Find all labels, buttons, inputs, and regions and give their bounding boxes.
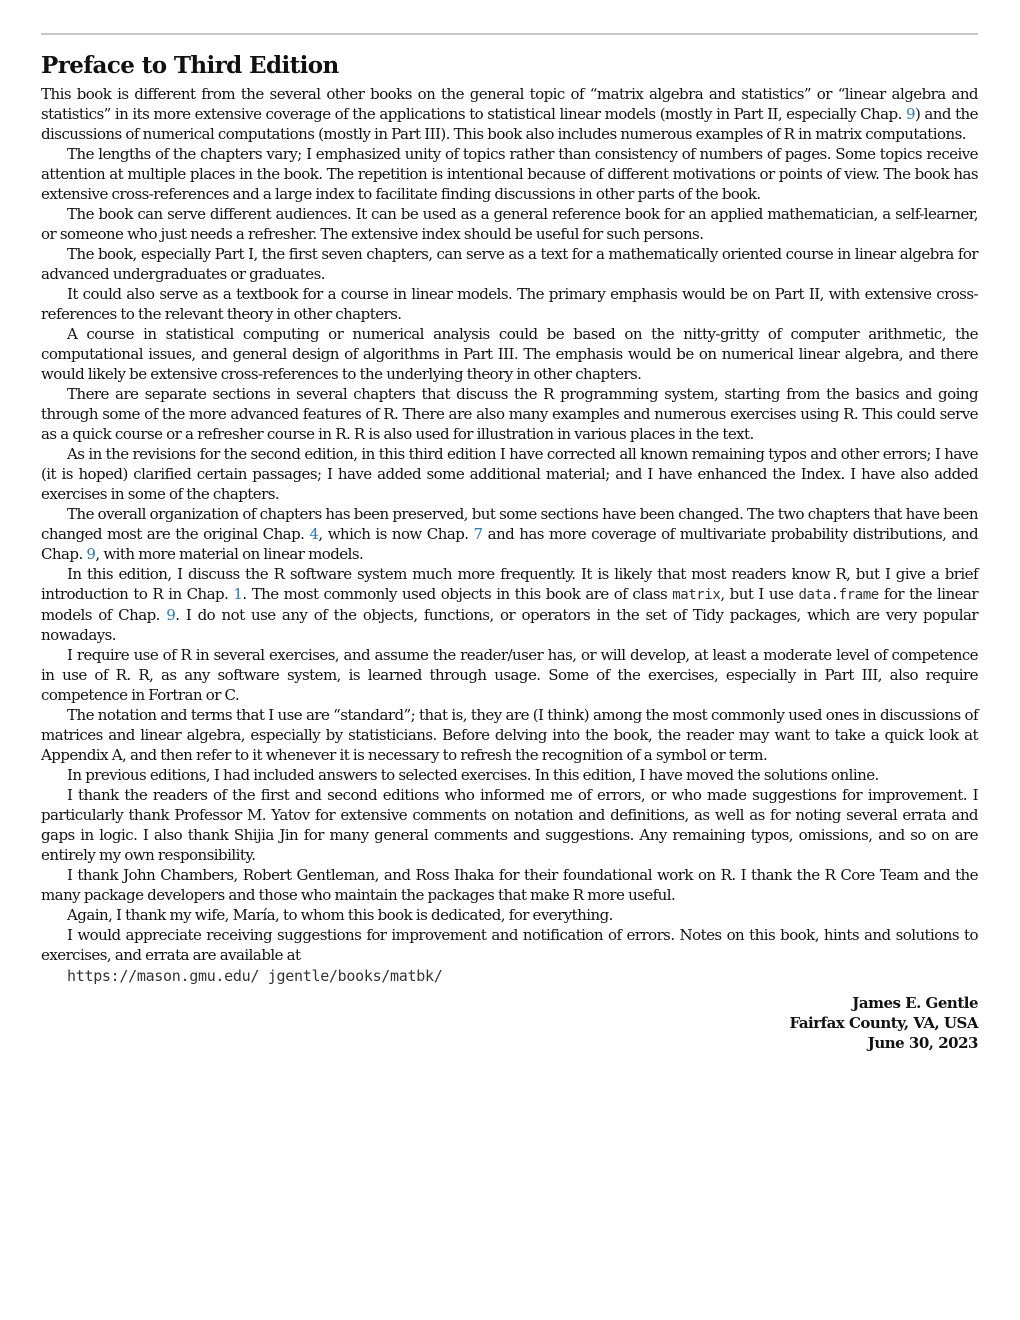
top-rule xyxy=(41,33,978,35)
chapter-link[interactable]: 9 xyxy=(166,606,176,624)
signature-block xyxy=(41,993,978,1053)
author-name: James E. Gentle xyxy=(852,994,978,1012)
chapter-link[interactable]: 7 xyxy=(473,525,483,543)
paragraph-17: I would appreciate receiving suggestions for improvement and notification of errors. Notes on this book, hints and solutions to exercises, and errata are available at xyxy=(41,926,978,964)
paragraph-11: I require use of R in several exercises, and assume the reader/user has, or will develop, at least a moderate level of competence in use of R. R, as any software system, is learned through usage. Some of the exercises, especially in Part III, also require competence in Fortran or C. xyxy=(41,646,978,704)
paragraph-3: The book can serve different audiences. It can be used as a general reference book for an applied mathematician, a self-learner, or someone who just needs a refresher. The extensive index should be useful for such persons. xyxy=(41,205,978,243)
paragraph-5: It could also serve as a textbook for a course in linear models. The primary emphasis would be on Part II, with extensive cross-references to the relevant theory in other chapters. xyxy=(41,285,978,323)
chapter-link[interactable]: 9 xyxy=(86,545,96,563)
url-link[interactable]: https://mason.gmu.edu/ jgentle/books/matbk/ xyxy=(67,967,443,985)
paragraph-14: I thank the readers of the first and second editions who informed me of errors, or who made suggestions for improvement. I particularly thank Professor M. Yatov for extensive comments on notation and definitions, as well as for noting several errata and gaps in logic. I also thank Shijia Jin for many general comments and suggestions. Any remaining typos, omissions, and so on are entirely my own responsibility. xyxy=(41,786,978,864)
chapter-link[interactable]: 4 xyxy=(309,525,319,543)
paragraph-7: There are separate sections in several chapters that discuss the R programming system, starting from the basics and going through some of the more advanced features of R. There are also many examples and numerous exercises using R. This could serve as a quick course or a refresher course in R. R is also used for illustration in various places in the text. xyxy=(41,385,978,443)
paragraph-8: As in the revisions for the second edition, in this third edition I have corrected all known remaining typos and other errors; I have (it is hoped) clarified certain passages; I have added some additional material; and I have enhanced the Index. I have also added exercises in some of the chapters. xyxy=(41,445,978,503)
code-data-frame: data.frame xyxy=(798,587,879,603)
paragraph-2: The lengths of the chapters vary; I emphasized unity of topics rather than consistency of numbers of pages. Some topics receive attention at multiple places in the book. The repetition is intentional because of different motivations or points of view. The book has extensive cross-references and a large index to facilitate finding discussions in other parts of the book. xyxy=(41,145,978,203)
paragraph-12: The notation and terms that I use are “standard”; that is, they are (I think) among the most commonly used ones in discussions of matrices and linear algebra, especially by statisticians. Before delving into the book, the reader may want to take a quick look at Appendix A, and then refer to it whenever it is necessary to refresh the recognition of a symbol or term. xyxy=(41,706,978,764)
chapter-link[interactable]: 9 xyxy=(905,105,915,123)
paragraph-1: This book is different from the several other books on the general topic of “matrix algebra and statistics” or “linear algebra and statistics” in its more extensive coverage of the applications to statistical linear models (mostly in Part II, especially Chap. 9) and the discussions of numerical computations (mostly in Part III). This book also includes numerous examples of R in matrix computations. xyxy=(41,85,978,143)
paragraph-10: In this edition, I discuss the R software system much more frequently. It is likely that most readers know R, but I give a brief introduction to R in Chap. 1. The most commonly used objects in this book are of class matrix, but I use data.frame for the linear models of Chap. 9. I do not use any of the objects, functions, or operators in the set of Tidy packages, which are very popular nowadays. xyxy=(41,565,978,644)
paragraph-13: In previous editions, I had included answers to selected exercises. In this edition, I have moved the solutions online. xyxy=(67,766,879,784)
paragraph-4: The book, especially Part I, the first seven chapters, can serve as a text for a mathematically oriented course in linear algebra for advanced undergraduates or graduates. xyxy=(41,245,978,283)
paragraph-9: The overall organization of chapters has been preserved, but some sections have been changed. The two chapters that have been changed most are the original Chap. 4, which is now Chap. 7 and has more coverage of multivariate probability distributions, and Chap. 9, with more material on linear models. xyxy=(41,505,979,563)
paragraph-15: I thank John Chambers, Robert Gentleman, and Ross Ihaka for their foundational work on R. I thank the R Core Team and the many package developers and those who maintain the packages that make R more useful. xyxy=(41,866,978,904)
signature-date: June 30, 2023 xyxy=(867,1034,978,1052)
page-title: Preface to Third Edition xyxy=(41,52,339,79)
chapter-link[interactable]: 1 xyxy=(233,585,243,603)
paragraph-6: A course in statistical computing or numerical analysis could be based on the nitty-gritty of computer arithmetic, the computational issues, and general design of algorithms in Part III. The emphasis would be on numerical linear algebra, and there would likely be extensive cross-references to the underlying theory in other chapters. xyxy=(41,325,978,383)
author-location: Fairfax County, VA, USA xyxy=(789,1014,978,1032)
paragraph-16: Again, I thank my wife, María, to whom this book is dedicated, for everything. xyxy=(67,906,613,924)
code-matrix: matrix xyxy=(672,587,721,603)
preface-page xyxy=(41,50,978,1053)
